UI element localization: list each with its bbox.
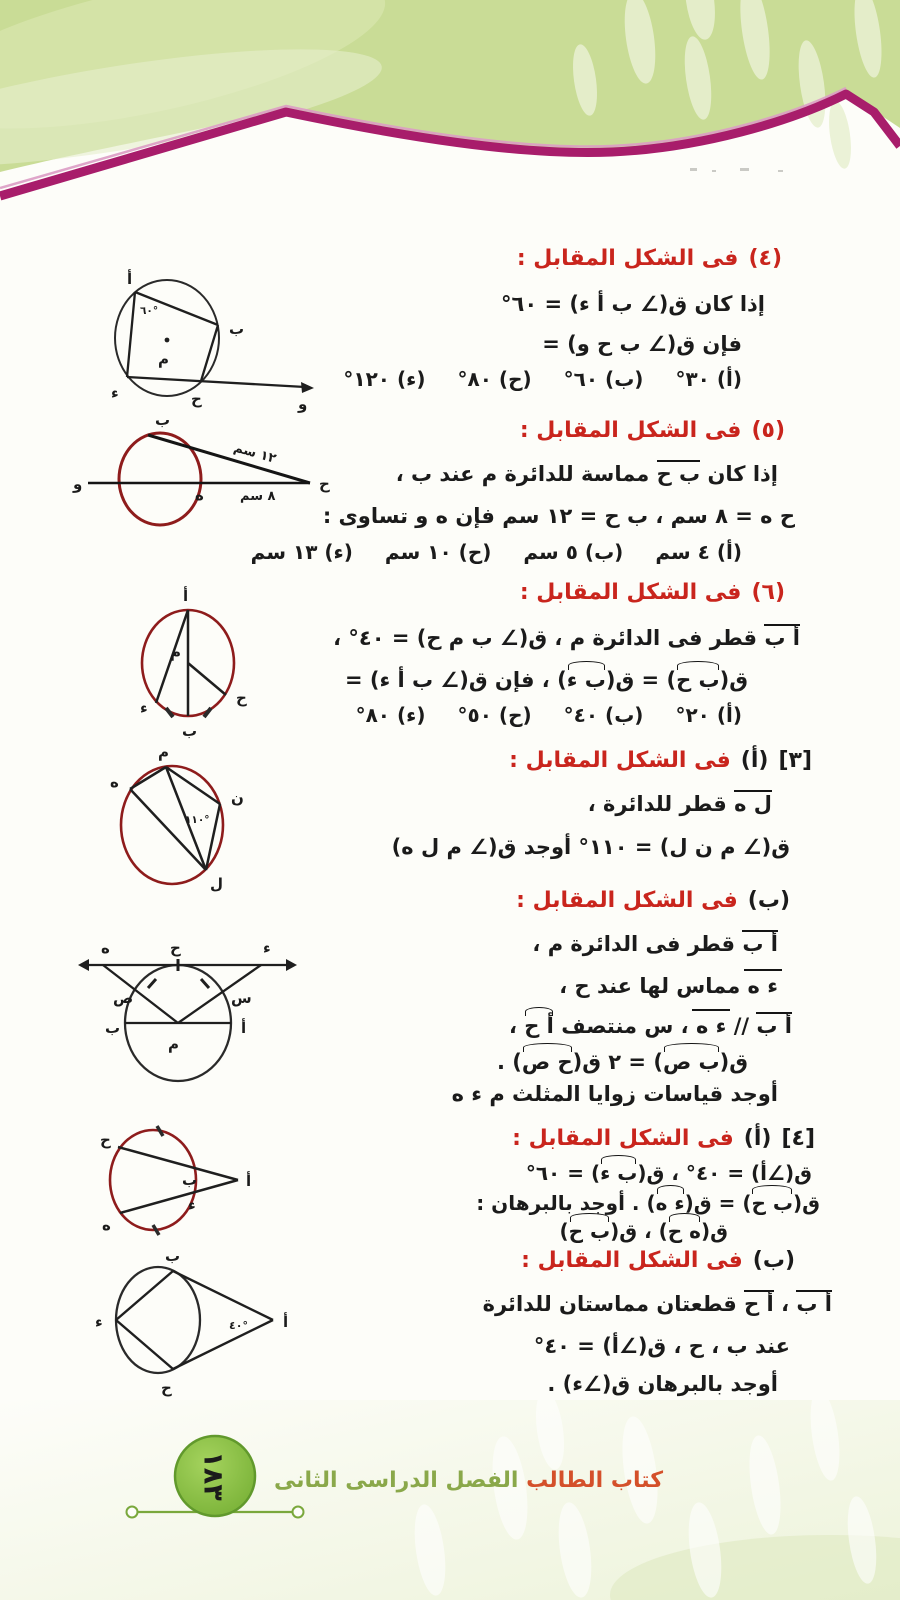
text-segment: قطر للدائرة ، [587, 792, 735, 816]
option-value: ٦٠° [563, 367, 599, 391]
text-segment: ، [508, 1014, 525, 1038]
s4b-sub: (ب) [752, 1248, 795, 1273]
footer-decoration [0, 1400, 900, 1600]
figure-q4 [55, 246, 355, 416]
point-label: ه [102, 1216, 111, 1234]
option-letter: (أ) [716, 703, 742, 727]
answer-option [655, 540, 742, 564]
text-segment: ق(∠أ) = ٤٠° ، ق( [637, 1161, 812, 1185]
q6-number: (٦) [751, 580, 785, 605]
point-label: ح [100, 1131, 111, 1149]
text-segment: ، س منتصف [553, 1014, 696, 1038]
tangents-and-chords [116, 1271, 273, 1369]
point-label: ح [319, 475, 330, 493]
q5-line1 [396, 460, 778, 488]
figure-s4a [78, 1093, 333, 1243]
text-segment: قطر فى الدائرة م ، ق(∠ ب م ح) = ٤٠° ، [333, 626, 765, 650]
option-value: ١٢٠° [343, 367, 390, 391]
secants [118, 1147, 238, 1213]
length-label: ٨ سم [240, 489, 276, 504]
s3a-line2 [392, 833, 790, 861]
text-segment: ) = ٢ ق( [572, 1050, 663, 1074]
text-segment: ء ه [655, 1191, 685, 1215]
q5-line2 [323, 502, 795, 530]
tangent-arrow-left [78, 959, 89, 971]
text-segment: ه ح [667, 1219, 701, 1243]
s4b-title: فى الشكل المقابل : [521, 1248, 743, 1273]
text-segment: مماسة للدائرة م عند ب ، [395, 462, 657, 486]
s4a-line3 [559, 1218, 728, 1245]
option-value: ١٣ سم [250, 540, 318, 564]
option-value: ١٠ سم [384, 540, 452, 564]
option-value: ٨٠° [355, 703, 390, 727]
option-value: ٤٠° [563, 703, 599, 727]
text-segment: ) ، ق( [610, 1219, 668, 1243]
answer-option [675, 703, 742, 727]
s3b-sub: (ب) [747, 888, 790, 913]
text-segment: ب ح [676, 666, 720, 694]
text-segment: ق( [700, 1219, 728, 1243]
text-segment: عند ب ، ح ، ق(∠أ) = ٤٠° [533, 1334, 790, 1358]
s3a-title: فى الشكل المقابل : [509, 748, 731, 773]
q5-number: (٥) [751, 418, 785, 443]
text-segment: ) . [497, 1050, 522, 1074]
s4a-title: فى الشكل المقابل : [512, 1126, 734, 1151]
option-letter: (ء) [396, 703, 426, 727]
s3b-line5 [452, 1080, 778, 1108]
text-segment: ) ، فإن ق(∠ ب أ ء) = [344, 668, 567, 692]
text-segment: أ ب [756, 1014, 792, 1038]
tick-marks [148, 959, 209, 988]
point-label: ح [161, 1379, 172, 1397]
s3a-sub: (أ) [740, 748, 769, 773]
s3b-line4 [497, 1048, 748, 1076]
point-label: أ [241, 1019, 247, 1037]
text-segment: أوجد قياسات زوايا المثلث م ء ه [451, 1082, 778, 1106]
text-segment: ح ص [522, 1048, 573, 1076]
s3a-line1 [588, 790, 772, 818]
text-segment: ) . أوجد بالبرهان : [476, 1191, 656, 1215]
point-label: أ [127, 270, 133, 288]
q6-line1 [333, 624, 800, 652]
text-segment: ح ه = ٨ سم ، ب ح = ١٢ سم فإن ه و تساوى : [322, 504, 795, 528]
text-segment: ق( [719, 668, 748, 692]
book-title: كتاب الطالب [526, 1468, 663, 1493]
point-label: أ [246, 1172, 252, 1190]
page-number: ١٨٣ [197, 1451, 229, 1501]
answer-option [564, 703, 644, 727]
point-label: ب [105, 1019, 121, 1037]
center-label: م [168, 1035, 179, 1053]
text-segment: أ ب [796, 1292, 832, 1316]
text-segment: ق( [792, 1191, 820, 1215]
point-label: ه [101, 939, 110, 957]
point-label: و [298, 395, 308, 413]
text-segment: ب ء [567, 666, 606, 694]
tangent-arrow-right [286, 959, 297, 971]
option-letter: (أ) [716, 540, 742, 564]
q4-number: (٤) [748, 246, 782, 271]
q5-title: فى الشكل المقابل : [519, 418, 742, 443]
s4b-line3 [547, 1370, 778, 1398]
text-segment: // [726, 1014, 757, 1038]
point-label: ب [182, 1171, 198, 1189]
point-label: ح [170, 939, 181, 957]
answer-option [675, 367, 742, 391]
q6-options [356, 703, 742, 727]
point-label: أ [183, 587, 189, 605]
q4-title: فى الشكل المقابل : [516, 246, 739, 271]
s4a-sub: (أ) [743, 1126, 772, 1151]
s4b-line1 [483, 1290, 832, 1318]
s3b-line3 [509, 1012, 792, 1040]
option-value: ٤ سم [655, 540, 710, 564]
option-letter: (ب) [584, 540, 624, 564]
s3b-line2 [559, 972, 778, 1000]
text-segment: ب ح [656, 462, 701, 486]
figure-s3a [90, 733, 315, 895]
option-letter: (ب) [605, 703, 644, 727]
s4a-heading [512, 1126, 815, 1151]
option-value: ٣٠° [675, 367, 710, 391]
point-label: س [231, 989, 252, 1007]
ray-arrowhead [301, 382, 314, 393]
angle-label: ٦٠° [140, 305, 159, 317]
text-segment: ب ح [751, 1191, 793, 1215]
s4a-line1 [526, 1160, 812, 1187]
arc-tick-marks [153, 1126, 163, 1235]
s3a-heading [509, 748, 812, 773]
text-segment: فإن ق(∠ ب ح و) = [542, 332, 742, 356]
answer-option [385, 540, 491, 564]
text-segment: ) = ق( [684, 1191, 752, 1215]
figure-s3b [65, 903, 360, 1095]
point-label: ه [110, 773, 119, 791]
text-segment: ) [559, 1219, 569, 1243]
q4-line2 [542, 330, 742, 358]
text-segment: أوجد بالبرهان ق(∠ء) . [547, 1372, 778, 1396]
point-label: ل [210, 875, 224, 893]
text-segment: قطر فى الدائرة م ، [532, 932, 743, 956]
s4b-line2 [534, 1332, 790, 1360]
footer-caption [274, 1468, 663, 1493]
text-segment: ق(∠ م ن ل) = ١١٠° أوجد ق(∠ م ل ه) [391, 835, 790, 859]
text-segment: قطعتان مماستان للدائرة [482, 1292, 745, 1316]
s3a-number: [٣] [778, 748, 812, 773]
center-dot [165, 338, 170, 343]
s4a-number: [٤] [781, 1126, 815, 1151]
text-segment: ) = ٦٠° [525, 1161, 601, 1185]
tangent-line [148, 435, 310, 483]
answer-option [523, 540, 623, 564]
point-label: ب [182, 722, 198, 740]
text-segment: ق( [719, 1050, 748, 1074]
point-label: م [158, 743, 169, 761]
option-letter: (ء) [396, 367, 426, 391]
point-label: ء [111, 384, 119, 402]
header-decoration [0, 0, 900, 212]
figure-q5 [55, 403, 365, 553]
chords [156, 610, 226, 716]
point-label: ء [263, 939, 271, 957]
text-segment: أ ب [742, 932, 778, 956]
answer-option [458, 703, 532, 727]
text-segment: ب ص [663, 1048, 720, 1076]
option-letter: (أ) [716, 367, 742, 391]
s4b-heading [521, 1248, 795, 1273]
q5-heading [520, 418, 785, 443]
point-label: ب [155, 411, 171, 429]
length-label: ١٢ سم [231, 440, 278, 467]
point-label: ء [188, 1196, 196, 1214]
text-segment: إذا كان [700, 462, 778, 486]
point-label: ح [236, 689, 247, 707]
s3b-heading [516, 888, 790, 913]
s3b-title: فى الشكل المقابل : [516, 888, 738, 913]
option-letter: (ح) [498, 703, 532, 727]
answer-option [458, 367, 532, 391]
q6-line2 [345, 666, 748, 694]
answer-option [343, 367, 425, 391]
text-segment: ل ه [734, 792, 772, 816]
q4-heading [517, 246, 782, 271]
option-value: ٢٠° [675, 703, 710, 727]
figure-s4b [65, 1243, 340, 1411]
point-label: ب [165, 1247, 181, 1265]
scroll-ring-left [127, 1507, 138, 1518]
s3b-line1 [532, 930, 778, 958]
point-label: ص [113, 989, 134, 1007]
point-label: أ [283, 1313, 289, 1331]
point-label: ب [229, 320, 245, 338]
text-segment: أ ح [744, 1292, 774, 1316]
scroll-ring-right [293, 1507, 304, 1518]
q4-line1 [501, 290, 765, 318]
center-label: م [170, 643, 181, 661]
text-segment: إذا كان ق(∠ ب أ ء) = ٦٠° [501, 292, 765, 316]
option-letter: (ب) [605, 367, 644, 391]
text-segment: ء ه [696, 1012, 726, 1040]
text-segment: ب ء [600, 1161, 638, 1185]
point-label: ه [195, 486, 204, 504]
text-segment: ء ه [748, 972, 778, 1000]
center-label: م [158, 350, 169, 368]
text-segment: مماس لها عند ح ، [559, 974, 748, 998]
point-label: ن [231, 789, 244, 807]
q6-heading [520, 580, 785, 605]
point-label: و [73, 475, 83, 493]
text-segment: أ ح [524, 1012, 554, 1040]
text-segment: ، [773, 1292, 797, 1316]
q4-options [343, 367, 742, 391]
point-label: ء [140, 699, 148, 717]
figure-q6 [110, 583, 320, 743]
answer-option [356, 703, 426, 727]
answer-option [564, 367, 644, 391]
option-letter: (ح) [498, 367, 532, 391]
term-label: الفصل الدراسى الثانى [274, 1468, 519, 1493]
s4a-line2 [476, 1190, 820, 1217]
option-letter: (ح) [458, 540, 492, 564]
option-value: ٨٠° [457, 367, 492, 391]
option-letter: (ء) [324, 540, 353, 564]
text-segment: ب ح [568, 1219, 611, 1243]
point-label: ح [191, 390, 202, 408]
text-segment: أ ب [764, 626, 800, 650]
option-value: ٥٠° [457, 703, 492, 727]
text-segment: ) = ق( [605, 668, 677, 692]
option-value: ٥ سم [523, 540, 578, 564]
angle-label: ٤٠° [229, 1319, 248, 1332]
q6-title: فى الشكل المقابل : [519, 580, 742, 605]
angle-label: ١١٠° [185, 814, 210, 826]
point-label: ء [95, 1313, 103, 1331]
